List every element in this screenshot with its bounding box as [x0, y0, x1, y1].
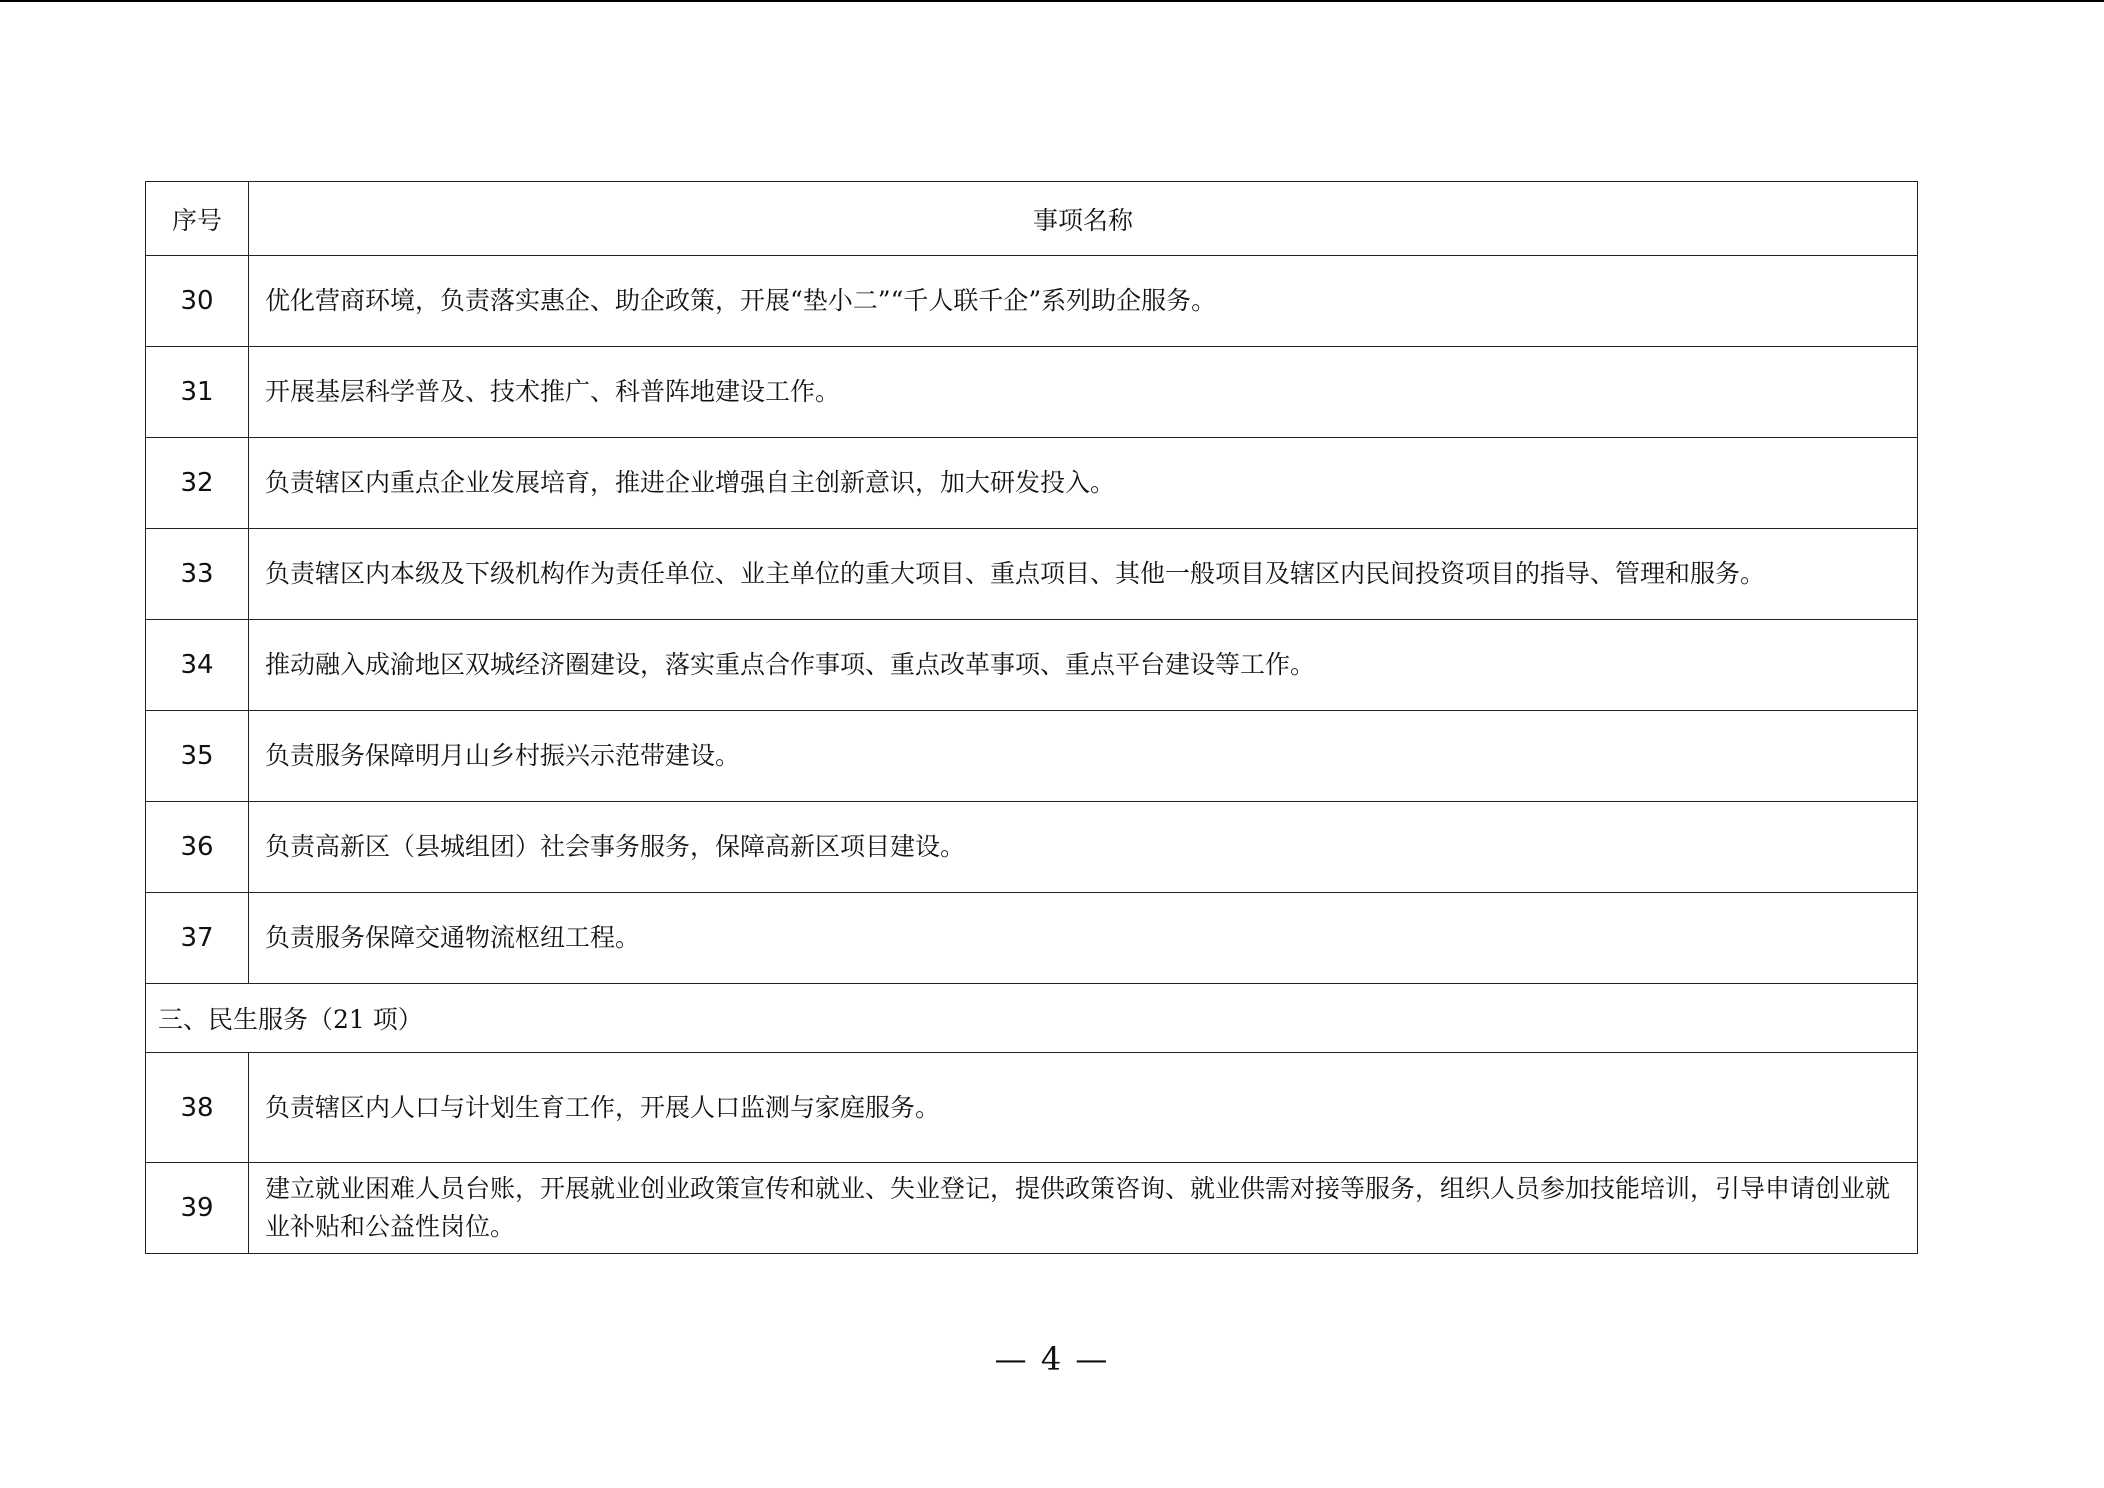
- row-number: 32: [146, 438, 249, 529]
- row-number: 31: [146, 347, 249, 438]
- row-item-name: 开展基层科学普及、技术推广、科普阵地建设工作。: [249, 347, 1918, 438]
- header-num: 序号: [146, 182, 249, 256]
- row-item-name: 负责辖区内重点企业发展培育，推进企业增强自主创新意识，加大研发投入。: [249, 438, 1918, 529]
- row-item-name: 负责辖区内人口与计划生育工作，开展人口监测与家庭服务。: [249, 1053, 1918, 1163]
- row-number: 38: [146, 1053, 249, 1163]
- row-number: 33: [146, 529, 249, 620]
- table-row: [146, 256, 1918, 347]
- section-heading: 三、民生服务（21 项）: [146, 984, 1918, 1053]
- header-name: 事项名称: [249, 182, 1918, 256]
- table-row: [146, 438, 1918, 529]
- row-item-name: 负责高新区（县城组团）社会事务服务，保障高新区项目建设。: [249, 802, 1918, 893]
- section-heading-row: [146, 984, 1918, 1053]
- table-row: [146, 711, 1918, 802]
- table-row: [146, 347, 1918, 438]
- items-table-container: [145, 181, 1917, 1254]
- row-item-name: 建立就业困难人员台账，开展就业创业政策宣传和就业、失业登记，提供政策咨询、就业供需对接等服务，组织人员参加技能培训，引导申请创业就业补贴和公益性岗位。: [249, 1163, 1918, 1254]
- page-number: — 4 —: [994, 1340, 1110, 1378]
- page-top-rule: [0, 0, 2104, 2]
- table-row: [146, 1163, 1918, 1254]
- table-row: [146, 893, 1918, 984]
- row-number: 39: [146, 1163, 249, 1254]
- row-number: 36: [146, 802, 249, 893]
- items-table: [145, 181, 1918, 1254]
- row-item-name: 优化营商环境，负责落实惠企、助企政策，开展“垫小二”“千人联千企”系列助企服务。: [249, 256, 1918, 347]
- table-header-row: [146, 182, 1918, 256]
- row-item-name: 负责服务保障明月山乡村振兴示范带建设。: [249, 711, 1918, 802]
- table-row: [146, 620, 1918, 711]
- row-item-name: 推动融入成渝地区双城经济圈建设，落实重点合作事项、重点改革事项、重点平台建设等工作。: [249, 620, 1918, 711]
- table-row: [146, 529, 1918, 620]
- row-number: 30: [146, 256, 249, 347]
- row-number: 37: [146, 893, 249, 984]
- table-row: [146, 1053, 1918, 1163]
- row-number: 34: [146, 620, 249, 711]
- table-row: [146, 802, 1918, 893]
- row-item-name: 负责服务保障交通物流枢纽工程。: [249, 893, 1918, 984]
- row-item-name: 负责辖区内本级及下级机构作为责任单位、业主单位的重大项目、重点项目、其他一般项目及辖区内民间投资项目的指导、管理和服务。: [249, 529, 1918, 620]
- row-number: 35: [146, 711, 249, 802]
